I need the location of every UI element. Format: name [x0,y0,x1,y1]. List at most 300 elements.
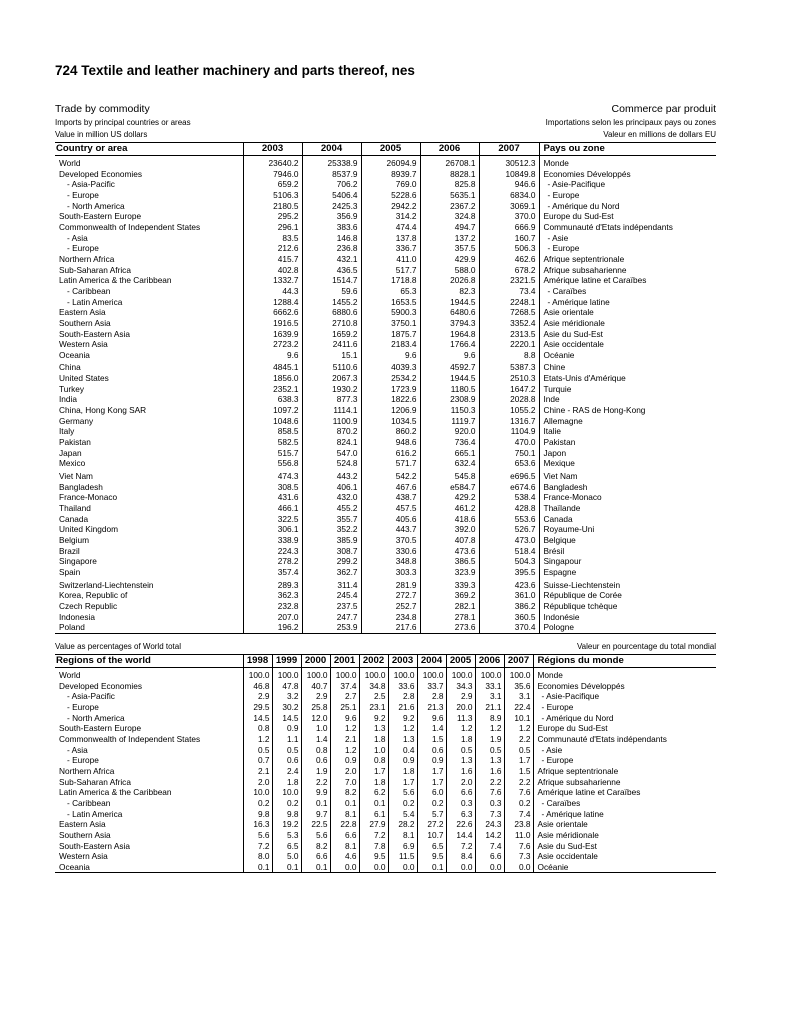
value-cell: 5.0 [272,851,301,862]
value-cell: 385.9 [302,535,361,546]
row-label-fr: France-Monaco [543,492,602,503]
value-cell: 1514.7 [302,275,361,286]
value-cell: 3352.4 [479,318,539,329]
row-label-en: South-Eastern Asia [55,841,243,852]
table-row [55,841,716,852]
table-row [55,350,716,361]
value-cell: 3750.1 [361,318,420,329]
value-cell: 1639.9 [243,329,302,340]
value-cell: 207.0 [243,612,302,623]
column-header-year: 2007 [504,655,533,668]
row-label-en: Bangladesh [55,482,243,493]
row-label-en: China [55,360,243,373]
value-cell: 457.5 [361,503,420,514]
table-row [55,307,716,318]
value-cell: 0.6 [417,745,446,756]
value-cell: 137.8 [361,233,420,244]
value-cell: 2723.2 [243,339,302,350]
value-cell: 1.2 [243,734,272,745]
value-cell: 4039.3 [361,360,420,373]
value-cell: 0.1 [417,862,446,873]
value-cell: 0.9 [330,755,359,766]
table-row [55,179,716,190]
value-cell: 0.0 [475,862,504,873]
value-cell: 338.9 [243,535,302,546]
table-row [55,777,716,788]
table-row [55,681,716,692]
value-cell: 0.6 [272,755,301,766]
value-cell: 431.6 [243,492,302,503]
row-label-en: - Asia-Pacific [55,691,243,702]
value-cell: 100.0 [388,668,417,681]
row-label-fr: Communauté d'Etats indépendants [537,733,667,744]
value-cell: 6.9 [388,841,417,852]
value-cell: 429.2 [420,492,479,503]
value-cell: 34.3 [446,681,475,692]
row-label-en: Japan [55,448,243,459]
value-cell: 6.5 [417,841,446,852]
table-row [55,373,716,384]
value-cell: 0.2 [243,798,272,809]
row-label-fr: Japon [543,447,567,458]
value-cell: 1.2 [475,723,504,734]
table-row [55,862,716,873]
value-cell: 7.6 [504,787,533,798]
row-label-fr: Suisse-Liechtenstein [543,579,621,590]
table-row [55,809,716,820]
value-cell: 2510.3 [479,373,539,384]
value-cell: 370.4 [479,622,539,633]
value-cell: 323.9 [420,567,479,578]
table-row [55,503,716,514]
row-label-fr: Afrique subsaharienne [543,264,627,275]
value-cell: 0.2 [388,798,417,809]
row-label-en: United States [55,373,243,384]
table-row [55,702,716,713]
table-header-row [55,143,716,156]
value-cell: 1150.3 [420,405,479,416]
row-label-fr: Etats-Unis d'Amérique [543,373,626,384]
row-label-en: Eastern Asia [55,819,243,830]
value-cell: 1332.7 [243,275,302,286]
column-header-year: 2007 [479,143,539,156]
value-cell: 2067.3 [302,373,361,384]
value-cell: 1766.4 [420,339,479,350]
row-label-fr: Chine [543,362,566,373]
row-label-en: France-Monaco [55,492,243,503]
table-row [55,612,716,623]
value-cell: 8.9 [475,713,504,724]
value-cell: 5635.1 [420,190,479,201]
value-cell: 11.0 [504,830,533,841]
row-label-en: Brazil [55,546,243,557]
value-cell: 556.8 [243,458,302,469]
row-label-en: - Europe [55,702,243,713]
value-cell: 9.6 [420,350,479,361]
value-cell: 7.2 [359,830,388,841]
value-cell: 1822.6 [361,394,420,405]
value-cell: 14.2 [475,830,504,841]
row-label-fr: Singapour [543,556,582,567]
value-cell: 21.3 [417,702,446,713]
value-cell: 402.8 [243,265,302,276]
column-header-year: 2004 [417,655,446,668]
row-label-en: Turkey [55,384,243,395]
value-cell: 6.3 [446,809,475,820]
value-cell: 470.0 [479,437,539,448]
value-cell: 4.6 [330,851,359,862]
row-label-fr: - Europe [541,701,574,712]
value-cell: 30.2 [272,702,301,713]
value-cell: 10.7 [417,830,446,841]
value-cell: 23.8 [504,819,533,830]
value-cell: 1.3 [359,723,388,734]
imports-percent-table [55,654,716,873]
header-right-main: Commerce par produit [611,103,716,115]
value-cell: 504.3 [479,556,539,567]
row-label-en: India [55,394,243,405]
value-cell: 4592.7 [420,360,479,373]
row-label-en: Italy [55,426,243,437]
table-row [55,394,716,405]
value-cell: 295.2 [243,211,302,222]
value-cell: 278.2 [243,556,302,567]
value-cell: 9.8 [243,809,272,820]
value-cell: 2313.5 [479,329,539,340]
value-cell: 356.9 [302,211,361,222]
table-row [55,567,716,578]
value-cell: 473.6 [420,546,479,557]
value-cell: 1.8 [272,777,301,788]
value-cell: 100.0 [504,668,533,681]
value-cell: 524.8 [302,458,361,469]
value-cell: 443.7 [361,524,420,535]
column-header-year: 2004 [302,143,361,156]
value-cell: 824.1 [302,437,361,448]
imports-value-table-body [55,156,716,634]
value-cell: 407.8 [420,535,479,546]
value-cell: 1.2 [330,745,359,756]
column-header-regions-fr: Régions du monde [533,655,716,668]
value-cell: 21.1 [475,702,504,713]
table-row [55,190,716,201]
row-label-fr: Espagne [543,566,577,577]
value-cell: 137.2 [420,233,479,244]
row-label-en: - Europe [55,190,243,201]
value-cell: 0.2 [272,798,301,809]
row-label-en: South-Eastern Asia [55,329,243,340]
value-cell: 100.0 [359,668,388,681]
row-label-en: South-Eastern Europe [55,211,243,222]
value-cell: 825.8 [420,179,479,190]
value-cell: 466.1 [243,503,302,514]
value-cell: 406.1 [302,482,361,493]
value-cell: 418.6 [420,514,479,525]
table-row [55,745,716,756]
table-row [55,243,716,254]
value-cell: 0.8 [301,745,330,756]
table-row [55,297,716,308]
table-row [55,405,716,416]
value-cell: 9.9 [301,787,330,798]
table-row [55,233,716,244]
value-cell: 1104.9 [479,426,539,437]
value-cell: 0.9 [417,755,446,766]
row-label-fr: République tchèque [543,600,618,611]
row-label-en: - Europe [55,243,243,254]
table-row [55,546,716,557]
table-row [55,524,716,535]
value-cell: 432.0 [302,492,361,503]
row-label-fr: Pologne [539,622,716,633]
value-cell: 0.5 [446,745,475,756]
value-cell: 1.7 [504,755,533,766]
header-right-sub: Importations selon les principaux pays ou zones [545,118,716,127]
value-cell: 0.2 [504,798,533,809]
value-cell: 1718.8 [361,275,420,286]
table-row [55,514,716,525]
value-cell: 355.7 [302,514,361,525]
value-cell: e674.6 [479,482,539,493]
value-cell: 5.6 [243,830,272,841]
table-row [55,169,716,180]
row-label-en: - Latin America [55,297,243,308]
row-label-fr: - Asie [547,232,569,243]
row-label-en: Germany [55,416,243,427]
table-row [55,339,716,350]
row-label-en: Spain [55,567,243,578]
value-cell: 8939.7 [361,169,420,180]
row-label-fr: - Asie [541,744,563,755]
value-cell: 26094.9 [361,156,420,169]
value-cell: 14.5 [243,713,272,724]
value-cell: 6.0 [417,787,446,798]
value-cell: 678.2 [479,265,539,276]
value-cell: 361.0 [479,590,539,601]
row-label-fr: Communauté d'Etats indépendants [543,221,673,232]
value-cell: 1.0 [359,745,388,756]
row-label-en: - North America [55,201,243,212]
value-cell: 0.4 [388,745,417,756]
value-cell: 11.5 [388,851,417,862]
value-cell: 2308.9 [420,394,479,405]
value-cell: 1653.5 [361,297,420,308]
value-cell: 357.5 [420,243,479,254]
row-label-en: World [55,156,243,169]
row-label-fr: Indonésie [543,611,580,622]
value-cell: 1288.4 [243,297,302,308]
value-cell: 1856.0 [243,373,302,384]
row-label-fr: Monde [537,670,563,680]
value-cell: 27.2 [417,819,446,830]
row-label-fr: Asie orientale [537,819,588,830]
value-cell: 3069.1 [479,201,539,212]
value-cell: 2.4 [272,766,301,777]
column-header-year: 2002 [359,655,388,668]
value-cell: 9.6 [243,350,302,361]
value-cell: 1455.2 [302,297,361,308]
value-cell: 432.1 [302,254,361,265]
value-cell: 2.2 [504,777,533,788]
value-cell: 253.9 [302,622,361,633]
table-row [55,578,716,591]
value-cell: 2180.5 [243,201,302,212]
value-cell: 272.7 [361,590,420,601]
value-cell: 2.1 [243,766,272,777]
value-cell: 526.7 [479,524,539,535]
value-cell: 370.5 [361,535,420,546]
value-cell: 9.5 [359,851,388,862]
value-cell: 1.9 [301,766,330,777]
row-label-en: Developed Economies [55,169,243,180]
value-cell: 571.7 [361,458,420,469]
value-cell: 1.2 [504,723,533,734]
page-title: 724 Textile and leather machinery and parts thereof, nes [55,63,415,78]
value-cell: 8828.1 [420,169,479,180]
value-cell: 467.6 [361,482,420,493]
value-cell: 65.3 [361,286,420,297]
value-cell: 582.5 [243,437,302,448]
value-cell: 0.9 [388,755,417,766]
row-label-en: Sub-Saharan Africa [55,265,243,276]
value-cell: 245.4 [302,590,361,601]
row-label-fr: - Amérique latine [541,808,604,819]
value-cell: 308.7 [302,546,361,557]
row-label-en: China, Hong Kong SAR [55,405,243,416]
value-cell: 443.2 [302,469,361,482]
value-cell: 1916.5 [243,318,302,329]
value-cell: 322.5 [243,514,302,525]
value-cell: 6.1 [359,809,388,820]
value-cell: 7268.5 [479,307,539,318]
table-row [55,458,716,469]
table-row [55,329,716,340]
table-row [55,275,716,286]
value-cell: 100.0 [446,668,475,681]
value-cell: 1.8 [359,777,388,788]
value-cell: 386.2 [479,601,539,612]
value-cell: 1.3 [446,755,475,766]
row-label-en: - Asia-Pacific [55,179,243,190]
value-cell: 12.0 [301,713,330,724]
header-right-unit: Valeur en millions de dollars EU [603,130,716,139]
value-cell: 455.2 [302,503,361,514]
column-header-year: 1999 [272,655,301,668]
value-cell: 314.2 [361,211,420,222]
row-label-en: World [55,668,243,681]
table-row [55,416,716,427]
value-cell: 100.0 [243,668,272,681]
value-cell: 44.3 [243,286,302,297]
value-cell: 9.6 [417,713,446,724]
value-cell: 100.0 [272,668,301,681]
value-cell: 2026.8 [420,275,479,286]
column-header-year: 2003 [388,655,417,668]
value-cell: 370.0 [479,211,539,222]
value-cell: 362.7 [302,567,361,578]
value-cell: 2.2 [475,777,504,788]
row-label-en: - Caribbean [55,798,243,809]
value-cell: 9.2 [388,713,417,724]
value-cell: 299.2 [302,556,361,567]
value-cell: 423.6 [479,578,539,591]
value-cell: 1206.9 [361,405,420,416]
value-cell: 1.9 [475,734,504,745]
row-label-fr: Belgique [543,534,576,545]
value-cell: 1.8 [446,734,475,745]
row-label-fr: Amérique latine et Caraïbes [543,275,647,286]
value-cell: 0.1 [301,862,330,873]
value-cell: 3.1 [504,691,533,702]
row-label-fr: - Europe [541,755,574,766]
value-cell: 83.5 [243,233,302,244]
value-cell: 7.2 [446,841,475,852]
value-cell: 146.8 [302,233,361,244]
value-cell: 2.2 [504,734,533,745]
row-label-en: Canada [55,514,243,525]
value-cell: 946.6 [479,179,539,190]
value-cell: 73.4 [479,286,539,297]
value-cell: 9.7 [301,809,330,820]
value-cell: 0.0 [359,862,388,873]
row-label-fr: Bangladesh [543,481,588,492]
value-cell: 100.0 [475,668,504,681]
value-cell: 20.0 [446,702,475,713]
value-cell: 395.5 [479,567,539,578]
value-cell: 348.8 [361,556,420,567]
value-cell: 5228.6 [361,190,420,201]
row-label-en: - Asia [55,233,243,244]
value-cell: 26708.1 [420,156,479,169]
value-cell: 7.0 [330,777,359,788]
value-cell: 553.6 [479,514,539,525]
value-cell: 542.2 [361,469,420,482]
value-cell: 2.1 [330,734,359,745]
row-label-en: Western Asia [55,851,243,862]
value-cell: 392.0 [420,524,479,535]
value-cell: 100.0 [417,668,446,681]
value-cell: 357.4 [243,567,302,578]
table-row [55,601,716,612]
value-cell: 5.4 [388,809,417,820]
table-row [55,286,716,297]
value-cell: 1964.8 [420,329,479,340]
value-cell: 8.0 [243,851,272,862]
value-cell: 7.2 [243,841,272,852]
value-cell: 7.3 [475,809,504,820]
value-cell: 19.2 [272,819,301,830]
value-cell: 7.3 [504,851,533,862]
value-cell: 9.6 [330,713,359,724]
value-cell: 2.9 [446,691,475,702]
table-row [55,798,716,809]
value-cell: 1097.2 [243,405,302,416]
value-cell: 22.8 [330,819,359,830]
value-cell: 8.2 [301,841,330,852]
row-label-fr: - Caraïbes [547,285,587,296]
table-row [55,265,716,276]
value-cell: 2183.4 [361,339,420,350]
value-cell: 8537.9 [302,169,361,180]
value-cell: 3.1 [475,691,504,702]
table-row [55,787,716,798]
row-label-en: Sub-Saharan Africa [55,777,243,788]
value-cell: 303.3 [361,567,420,578]
value-cell: 0.9 [272,723,301,734]
row-label-en: Thailand [55,503,243,514]
row-label-en: Oceania [55,350,243,361]
value-cell: 1316.7 [479,416,539,427]
